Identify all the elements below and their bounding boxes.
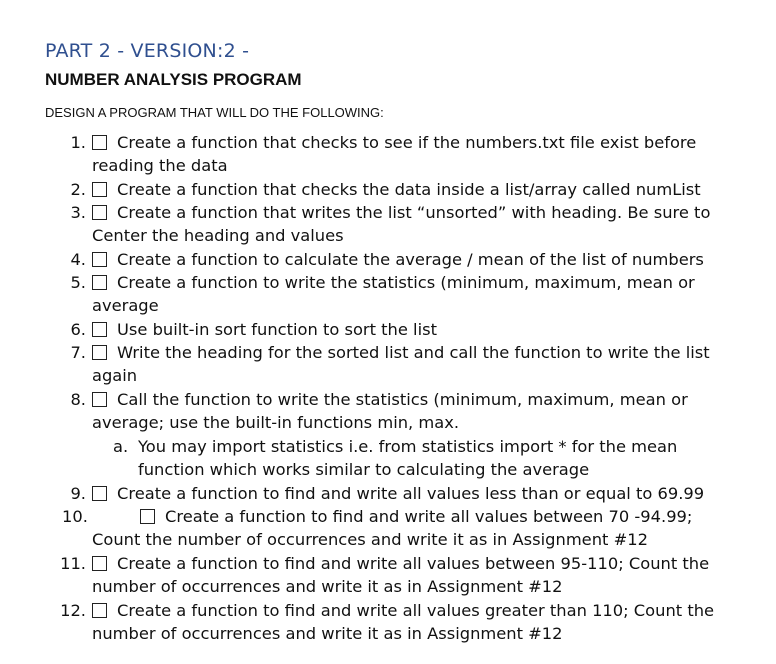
- item-checkbox[interactable]: [92, 322, 107, 337]
- item-checkbox[interactable]: [92, 603, 107, 618]
- item-continuation: number of occurrences and write it as in Assignment #12: [92, 577, 563, 596]
- item-checkbox[interactable]: [92, 486, 107, 501]
- item-continuation: number of occurrences and write it as in Assignment #12: [92, 624, 563, 643]
- item-number: 4.: [70, 250, 86, 269]
- item-text: Create a function to find and write all values between 95-110; Count the: [117, 554, 710, 573]
- part-heading: PART 2 - VERSION:2 -: [45, 40, 250, 62]
- sub-item-letter: a.: [113, 437, 129, 456]
- design-instruction: DESIGN A PROGRAM THAT WILL DO THE FOLLOWING:: [45, 105, 384, 120]
- item-number: 10.: [62, 507, 88, 526]
- item-text: Create a function to write the statistics (minimum, maximum, mean or: [117, 273, 695, 292]
- item-checkbox[interactable]: [92, 252, 107, 267]
- item-number: 5.: [70, 273, 86, 292]
- item-continuation: Center the heading and values: [92, 226, 344, 245]
- item-number: 7.: [70, 343, 86, 362]
- item-checkbox[interactable]: [92, 392, 107, 407]
- item-checkbox[interactable]: [92, 205, 107, 220]
- item-number: 8.: [70, 390, 86, 409]
- item-checkbox[interactable]: [92, 275, 107, 290]
- item-number: 6.: [70, 320, 86, 339]
- item-number: 9.: [70, 484, 86, 503]
- item-continuation: average: [92, 296, 159, 315]
- item-checkbox[interactable]: [92, 345, 107, 360]
- item-text: Use built-in sort function to sort the list: [117, 320, 437, 339]
- item-text: Create a function to find and write all values between 70 -94.99;: [165, 507, 693, 526]
- item-checkbox[interactable]: [92, 182, 107, 197]
- sub-item-text: You may import statistics i.e. from statistics import * for the mean: [138, 437, 678, 456]
- sub-item-continuation: function which works similar to calculating the average: [138, 460, 590, 479]
- item-text: Create a function to calculate the average / mean of the list of numbers: [117, 250, 704, 269]
- item-number: 3.: [70, 203, 86, 222]
- item-number: 1.: [70, 133, 86, 152]
- item-number: 11.: [60, 554, 86, 573]
- page-title: NUMBER ANALYSIS PROGRAM: [45, 70, 302, 89]
- item-text: Create a function that checks the data inside a list/array called numList: [117, 180, 701, 199]
- item-text: Create a function to find and write all values less than or equal to 69.99: [117, 484, 705, 503]
- item-number: 2.: [70, 180, 86, 199]
- item-text: Create a function to find and write all values greater than 110; Count the: [117, 601, 715, 620]
- item-text: Create a function that writes the list “unsorted” with heading. Be sure to: [117, 203, 711, 222]
- item-checkbox[interactable]: [92, 556, 107, 571]
- item-text: Call the function to write the statistics (minimum, maximum, mean or: [117, 390, 688, 409]
- item-checkbox[interactable]: [140, 509, 155, 524]
- item-continuation: average; use the built-in functions min, max.: [92, 413, 460, 432]
- item-continuation: again: [92, 366, 138, 385]
- item-number: 12.: [60, 601, 86, 620]
- item-checkbox[interactable]: [92, 135, 107, 150]
- item-text: Create a function that checks to see if the numbers.txt file exist before: [117, 133, 697, 152]
- item-continuation: Count the number of occurrences and write it as in Assignment #12: [92, 530, 648, 549]
- item-continuation: reading the data: [92, 156, 228, 175]
- item-text: Write the heading for the sorted list and call the function to write the list: [117, 343, 710, 362]
